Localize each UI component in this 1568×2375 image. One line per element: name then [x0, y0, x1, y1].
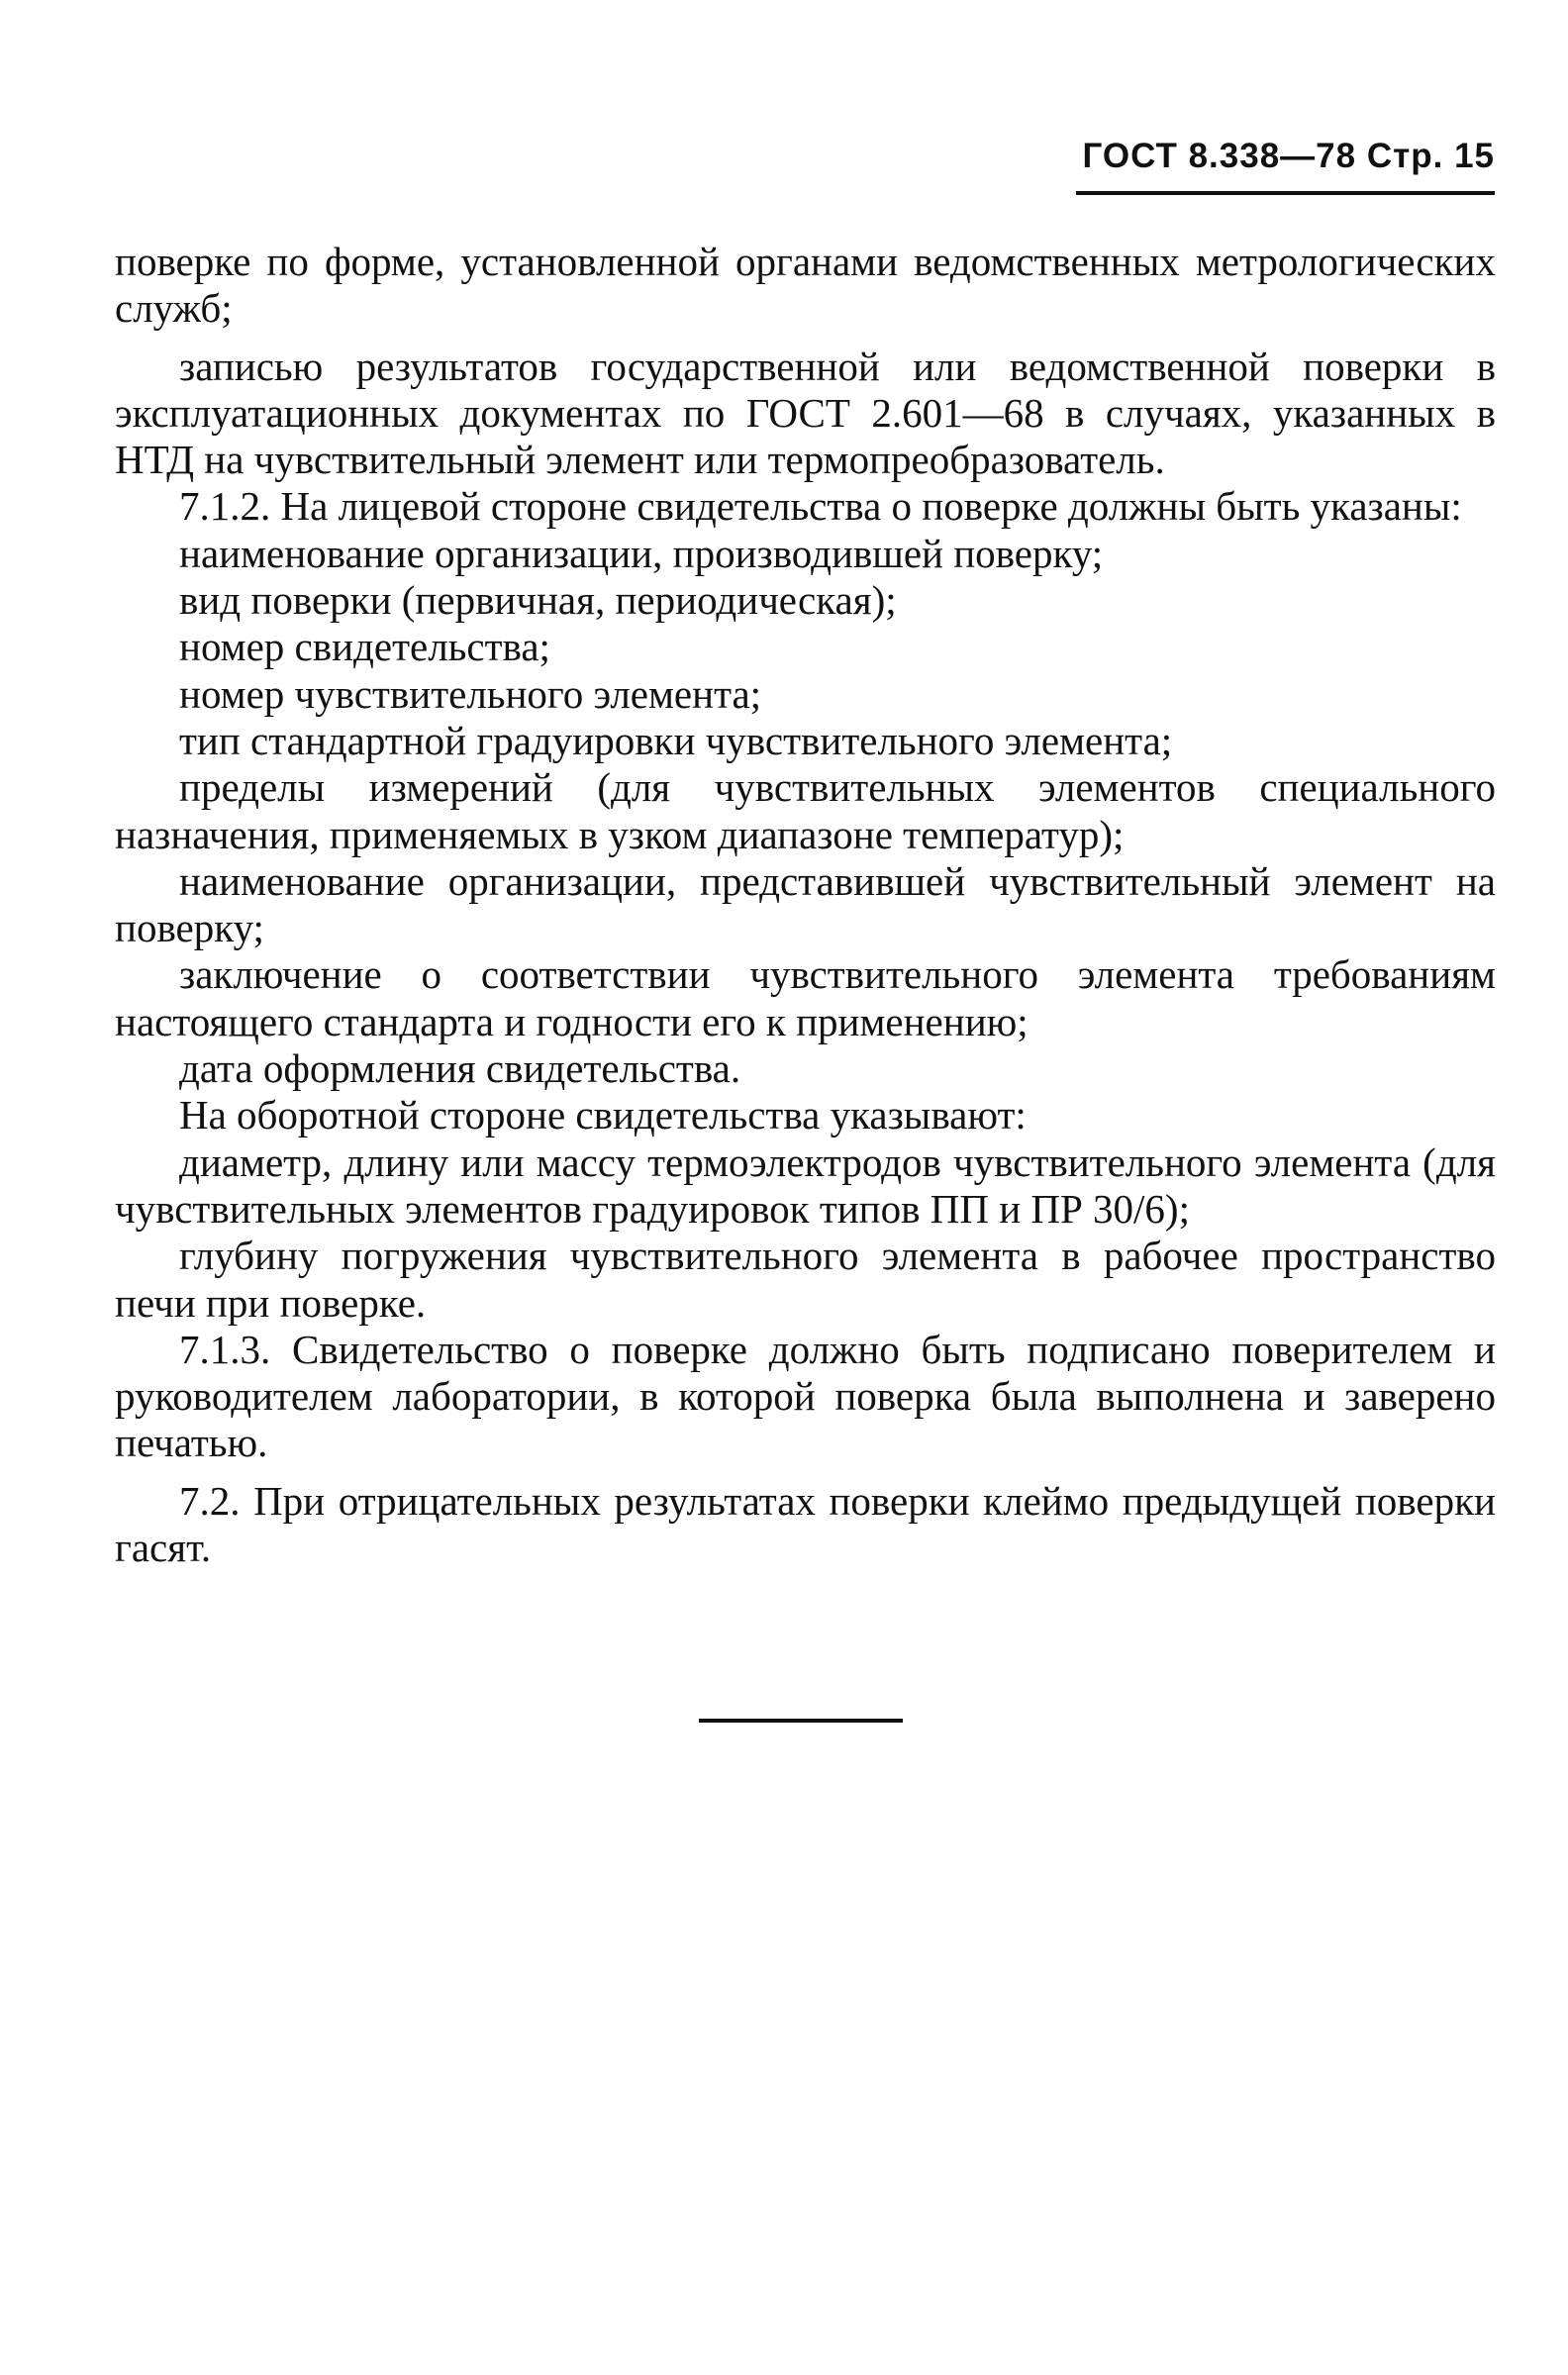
list-item: номер свидетельства;: [179, 624, 550, 670]
list-item: вид поверки (первичная, периодическая);: [179, 577, 897, 624]
list-item: наименование организации, производившей поверку;: [179, 530, 1104, 576]
header-divider: [1076, 191, 1495, 195]
page-header: ГОСТ 8.338—78 Стр. 15: [1082, 137, 1495, 175]
list-item: тип стандартной градуировки чувствительного элемента;: [179, 717, 1173, 763]
list-item: дата оформления свидетельства.: [179, 1045, 741, 1092]
list-item: наименование организации, представившей чувствительный элемент на поверку;: [115, 857, 1496, 951]
list-item: диаметр, длину или массу термоэлектродов чувствительного элемента (для чувствительных элементов градуировок типов ПП и ПР 30/6);: [115, 1138, 1496, 1232]
document-body: [115, 239, 1496, 1571]
clause-7-1-3: 7.1.3. Свидетельство о поверке должно быть подписано поверителем и руководителем лаборатории, в которой поверка была выполнена и заверено печатью.: [115, 1326, 1496, 1466]
paragraph: записью результатов государственной или ведомственной поверки в эксплуатационных документах по ГОСТ 2.601—68 в случаях, указанных в НТД на чувствительный элемент или термопреобразователь.: [115, 343, 1496, 483]
clause-7-1-2: 7.1.2. На лицевой стороне свидетельства о поверке должны быть указаны:: [179, 483, 1462, 530]
list-item: глубину погружения чувствительного элемента в рабочее пространство печи при поверке.: [115, 1233, 1496, 1326]
list-item: заключение о соответствии чувствительного элемента требованиям настоящего стандарта и годности его к применению;: [115, 951, 1496, 1044]
list-item: пределы измерений (для чувствительных элементов специального назначения, применяемых в узком диапазоне температур);: [115, 764, 1496, 857]
clause-7-2: 7.2. При отрицательных результатах поверки клеймо предыдущей поверки гасят.: [115, 1477, 1496, 1571]
paragraph: поверке по форме, установленной органами ведомственных метрологических служб;: [115, 239, 1496, 332]
list-item: номер чувствительного элемента;: [179, 670, 762, 717]
paragraph: На оборотной стороне свидетельства указывают:: [179, 1092, 1027, 1138]
end-divider: [699, 1719, 903, 1723]
